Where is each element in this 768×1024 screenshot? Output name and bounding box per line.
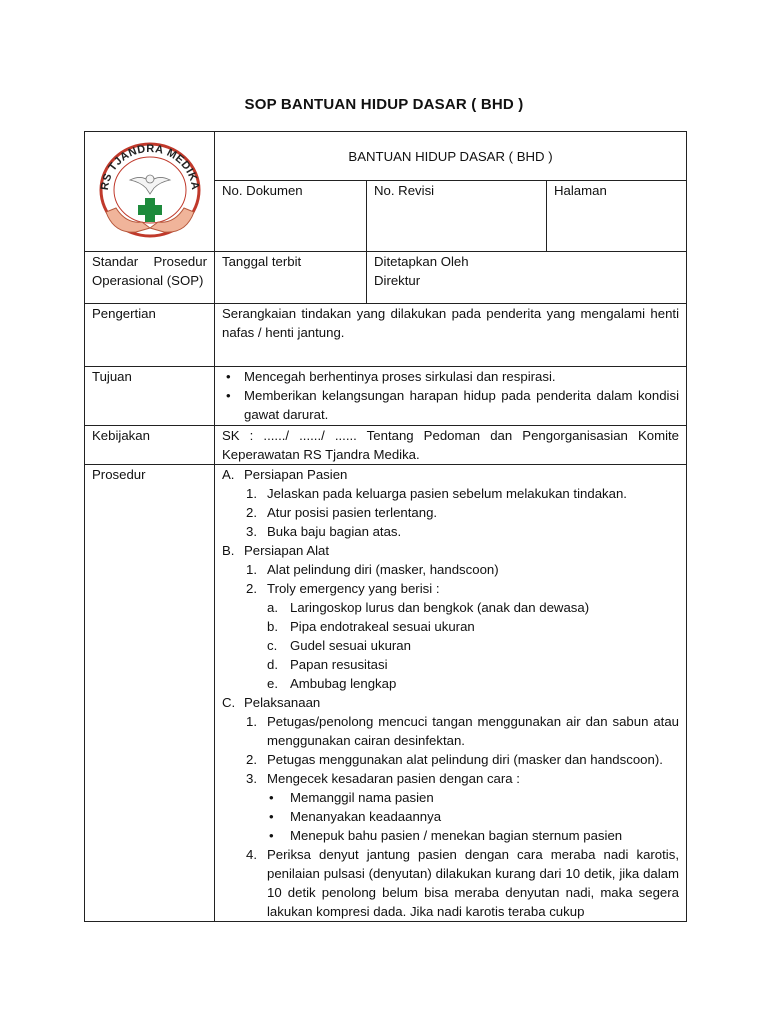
section-title: Pelaksanaan <box>244 695 321 710</box>
list-item: • Memberikan kelangsungan harapan hidup pada penderita dalam kondisi gawat darurat. <box>226 388 679 422</box>
list-item: • Menepuk bahu pasien / menekan bagian sternum pasien <box>269 828 623 843</box>
list-item: • Mencegah berhentinya proses sirkulasi dan respirasi. <box>226 369 556 384</box>
prosedur-cell <box>215 465 687 922</box>
section-a-steps <box>222 484 679 541</box>
list-item: 2. Petugas menggunakan alat pelindung diri (masker dan handscoon). <box>246 752 663 767</box>
svg-text:RS TJANDRA MEDIKA: RS TJANDRA MEDIKA <box>98 142 202 191</box>
sop-table <box>84 131 687 922</box>
section-a: A. Persiapan Pasien <box>222 467 348 482</box>
ditetapkan-cell <box>367 252 687 304</box>
list-item: c. Gudel sesuai ukuran <box>267 638 411 653</box>
list-item: 1. Jelaskan pada keluarga pasien sebelum melakukan tindakan. <box>246 486 627 501</box>
pengertian-text: Serangkaian tindakan yang dilakukan pada penderita yang mengalami henti nafas / henti jantung. <box>215 304 687 367</box>
pengertian-label: Pengertian <box>85 304 215 367</box>
no-dokumen-cell: No. Dokumen <box>215 181 367 252</box>
tujuan-label: Tujuan <box>85 367 215 426</box>
list-item: e. Ambubag lengkap <box>267 676 397 691</box>
list-item: a. Laringoskop lurus dan bengkok (anak dan dewasa) <box>267 600 590 615</box>
section-b: B. Persiapan Alat <box>222 543 330 558</box>
section-title: Persiapan Pasien <box>244 467 348 482</box>
list-item: b. Pipa endotrakeal sesuai ukuran <box>267 619 475 634</box>
list-item: 2. Troly emergency yang berisi : a. Laringoskop lurus dan bengkok (anak dan dewasa) b. Pipa endotrakeal sesuai ukuran c. Gudel sesuai ukuran d. Papan resusitasi e. Ambubag lengkap <box>222 579 679 693</box>
direktur: Direktur <box>374 273 421 288</box>
section-c-steps <box>222 712 679 921</box>
hospital-logo <box>92 132 208 244</box>
section-c: C. Pelaksanaan <box>222 695 321 710</box>
kebijakan-label: Kebijakan <box>85 426 215 465</box>
prosedur-sections <box>222 465 679 484</box>
list-item: 1. Petugas/penolong mencuci tangan menggunakan air dan sabun atau menggunakan cairan desinfektan. <box>246 714 679 748</box>
kesadaran-bullets <box>267 788 679 845</box>
section-b-steps <box>222 560 679 693</box>
troly-items <box>267 598 679 693</box>
list-item: 4. Periksa denyut jantung pasien dengan cara meraba nadi karotis, penilaian pulsasi (denyutan) dilakukan kurang dari 10 detik, jika dalam 10 detik penolong belum bisa meraba denyutan nadi, maka segera lakukan kompresi dada. Jika nadi karotis teraba cukup <box>246 847 679 919</box>
halaman-cell: Halaman <box>547 181 687 252</box>
kebijakan-text: SK : ....../ ....../ ...... Tentang Pedoman dan Pengorganisasian Komite Keperawatan RS Tjandra Medika. <box>215 426 687 465</box>
list-item: 3. Buka baju bagian atas. <box>246 524 402 539</box>
list-item: 2. Atur posisi pasien terlentang. <box>246 505 438 520</box>
list-item: d. Papan resusitasi <box>267 657 388 672</box>
prosedur-sections-c <box>222 693 679 712</box>
ditetapkan-oleh: Ditetapkan Oleh <box>374 254 469 269</box>
list-item: 1. Alat pelindung diri (masker, handscoon) <box>246 562 499 577</box>
list-item: • Memanggil nama pasien <box>269 790 434 805</box>
prosedur-label: Prosedur <box>85 465 215 922</box>
logo-cell <box>85 132 215 252</box>
page-title: SOP BANTUAN HIDUP DASAR ( BHD ) <box>244 96 524 113</box>
header-title: BANTUAN HIDUP DASAR ( BHD ) <box>215 132 687 181</box>
prosedur-sections-b <box>222 541 679 560</box>
list-item: • Menanyakan keadaannya <box>269 809 442 824</box>
no-revisi-cell: No. Revisi <box>367 181 547 252</box>
tujuan-list <box>222 367 679 424</box>
tanggal-terbit-cell: Tanggal terbit <box>215 252 367 304</box>
tujuan-cell <box>215 367 687 426</box>
section-title: Persiapan Alat <box>244 543 330 558</box>
list-item: 3. Mengecek kesadaran pasien dengan cara : • Memanggil nama pasien • Menanyakan keadaannya • Menepuk bahu pasien / menekan bagian sternum pasien <box>222 769 679 845</box>
sop-label: Standar Prosedur Operasional (SOP) <box>85 252 215 304</box>
